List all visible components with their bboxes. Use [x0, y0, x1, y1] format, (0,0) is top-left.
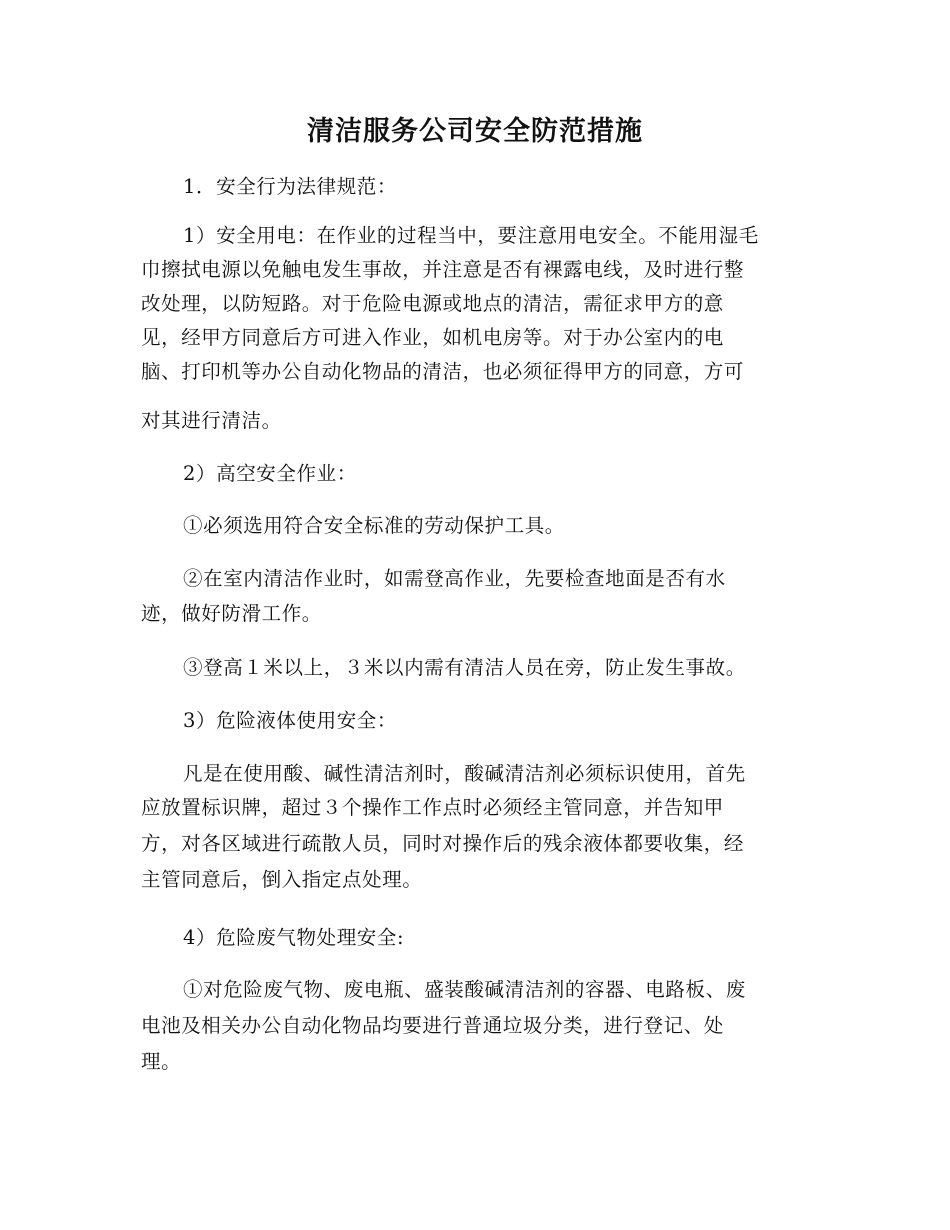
subheading-waste-safety: 4）危险废气物处理安全:	[183, 926, 405, 949]
subheading-height-work: 2）高空安全作业：	[183, 462, 357, 485]
paragraph-liquid-line-4: 主管同意后，倒入指定点处理。	[141, 868, 423, 891]
paragraph-electric-line-4: 见，经甲方同意后方可进入作业，如机电房等。对于办公室内的电	[141, 326, 724, 349]
item-height-3: ③登高１米以上，３米以内需有清洁人员在旁，防止发生事故。	[183, 656, 746, 679]
paragraph-electric-line-3: 改处理，以防短路。对于危险电源或地点的清洁，需征求甲方的意	[141, 292, 724, 315]
item-waste-1-line-3: 理。	[141, 1050, 182, 1073]
paragraph-electric-line-5: 脑、打印机等办公自动化物品的清洁，也必须征得甲方的同意，方可	[141, 360, 745, 383]
paragraph-electric-line-2: 巾擦拭电源以免触电发生事故，并注意是否有裸露电线，及时进行整	[141, 258, 745, 281]
paragraph-electric-line-1: 1）安全用电：在作业的过程当中，要注意用电安全。不能用湿毛	[183, 224, 759, 247]
paragraph-liquid-line-3: 方，对各区域进行疏散人员，同时对操作后的残余液体都要收集，经	[141, 832, 745, 855]
paragraph-electric-line-6: 对其进行清洁。	[141, 409, 282, 432]
item-height-2-line-2: 迹，做好防滑工作。	[141, 602, 322, 625]
document-title: 清洁服务公司安全防范措施	[307, 116, 643, 147]
subheading-liquid-safety: 3）危险液体使用安全：	[183, 709, 398, 732]
item-height-1: ①必须选用符合安全标准的劳动保护工具。	[183, 514, 565, 537]
item-height-2-line-1: ②在室内清洁作业时，如需登高作业，先要检查地面是否有水	[183, 567, 726, 590]
section-heading-1: 1．安全行为法律规范：	[183, 175, 398, 198]
paragraph-liquid-line-1: 凡是在使用酸、碱性清洁剂时，酸碱清洁剂必须标识使用，首先	[183, 762, 746, 785]
paragraph-liquid-line-2: 应放置标识牌，超过３个操作工作点时必须经主管同意，并告知甲	[141, 796, 724, 819]
item-waste-1-line-1: ①对危险废气物、废电瓶、盛装酸碱清洁剂的容器、电路板、废	[183, 978, 746, 1001]
item-waste-1-line-2: 电池及相关办公自动化物品均要进行普通垃圾分类，进行登记、处	[141, 1014, 724, 1037]
